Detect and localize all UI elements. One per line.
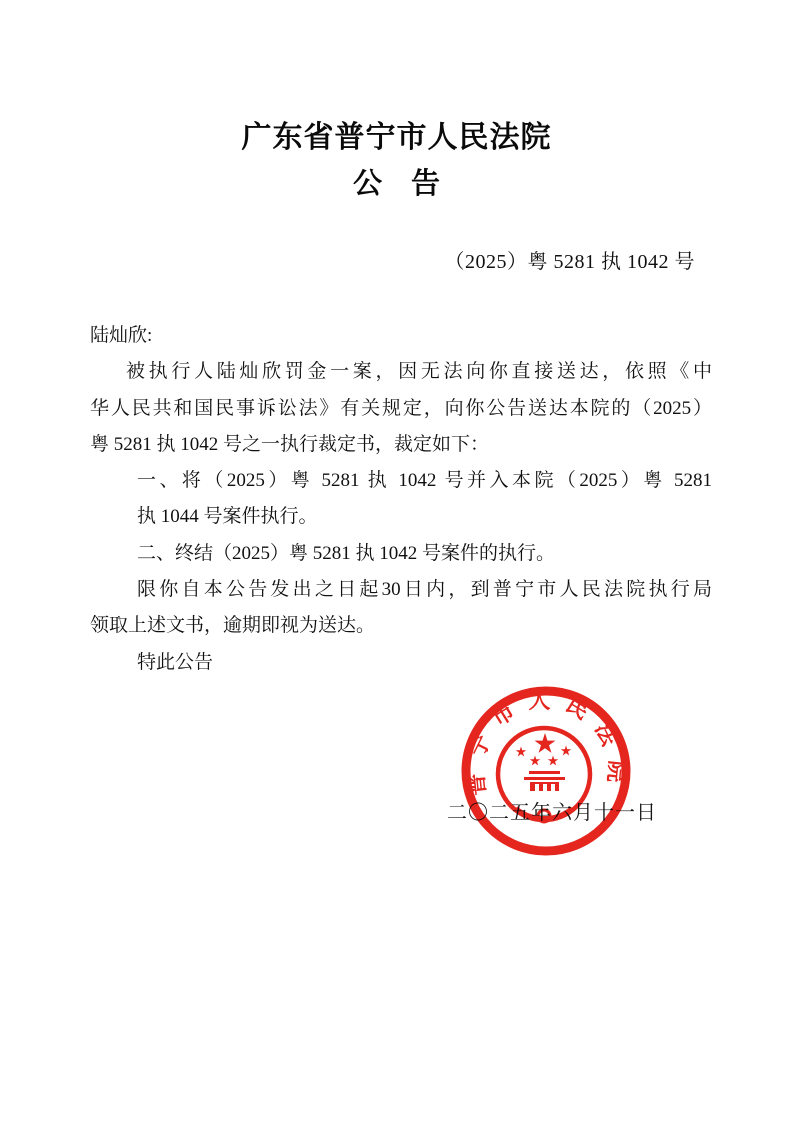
tiananmen-gate-icon [524, 771, 565, 791]
body-line: 粤 5281 执 1042 号之一执行裁定书，裁定如下： [90, 433, 490, 455]
body-line: 一、将（2025）粤 5281 执 1042 号并入本院（2025）粤 5281 [137, 470, 712, 492]
body-line: 华人民共和国民事诉讼法》有关规定，向你公告送达本院的（2025） [90, 397, 712, 419]
body-line: 执 1044 号案件执行。 [137, 506, 318, 528]
page-title: 广东省普宁市人民法院 [241, 121, 552, 154]
national-emblem-icon [498, 728, 590, 822]
small-star-icon [530, 756, 540, 766]
body-line: 二、终结（2025）粤 5281 执 1042 号案件的执行。 [137, 542, 556, 564]
greeting-line: 陆灿欣: [90, 325, 153, 346]
announcement-body [90, 318, 712, 681]
body-line: 被执行人陆灿欣罚金一案，因无法向你直接送达，依照《中 [126, 361, 712, 383]
seal-arc-text: 普宁市人民法院 [461, 687, 631, 797]
case-number: （2025）粤 5281 执 1042 号 [444, 251, 695, 273]
body-line: 限你自本公告发出之日起30日内，到普宁市人民法院执行局 [137, 579, 712, 601]
big-star-icon [535, 733, 556, 753]
small-star-icon [516, 747, 526, 757]
court-seal [456, 681, 636, 861]
small-star-icon [548, 756, 558, 766]
issue-date: 二〇二五年六月十一日 [447, 802, 657, 824]
body-line: 领取上述文书，逾期即视为送达。 [90, 615, 376, 637]
small-star-icon [561, 746, 571, 756]
document-type-title: 公 告 [352, 168, 440, 200]
closing-line: 特此公告 [137, 651, 214, 673]
